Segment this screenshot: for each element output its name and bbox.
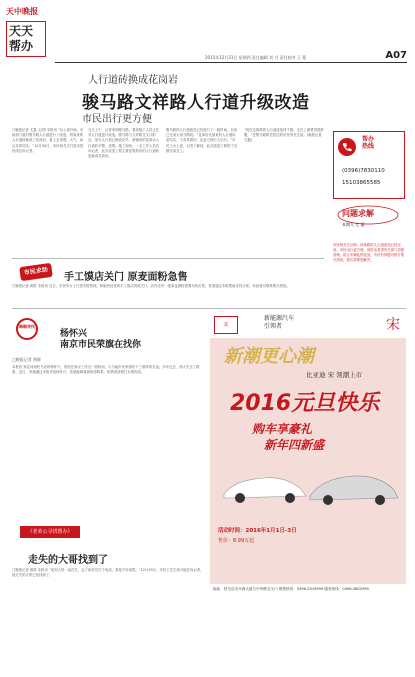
story2-headline: 手工馍店关门 原麦面粉急售 xyxy=(64,272,188,283)
story3-byline: □晚报记者 黄群 xyxy=(12,357,42,362)
ad-brand-logo: 宋 xyxy=(214,316,238,334)
ad-tagline xyxy=(264,315,294,331)
story4-headline: 走失的大哥找到了 xyxy=(28,555,108,566)
story3-body: 本报讯 家住河南驻马店的杨怀兴，曾经在南京工作过一段时间，与当地市民荣旗结下了深厚的友谊。多年过去，两人失去了联系。近日，荣旗通过本报寻找杨怀兴，希望能够重新取得联系。知情者请拨打本报热线。 xyxy=(12,365,200,375)
ad-promo-1: 购车享豪礼 xyxy=(252,422,313,436)
story2-body: □晚报记者 黄群 本报讯 近日，市民朱女士打进本报热线，称她所经营的手工馍店因故关门，店内还有一批原麦面粉需要尽快出售，希望通过本报帮助寻找买家。有意者可联系帮办热线。 xyxy=(12,284,290,288)
hotline-title-2: 热线 xyxy=(362,143,375,150)
story4-body: □晚报记者 黄群 本报讯 “见到大哥一直在忙，忘了给你们打个电话，真是不好意思。”12月29日，市民王先生高兴地告诉记者，他走失的大哥已经找到了。 xyxy=(12,568,204,578)
citizen-help-badge: 市民求助 xyxy=(19,263,53,281)
column-title-1: 天天 xyxy=(9,24,34,38)
ad-tag-1: 新能源汽车 xyxy=(264,315,295,322)
column-title-box xyxy=(6,21,46,57)
ask-title: 问题求解 xyxy=(342,209,374,218)
masthead xyxy=(6,6,46,98)
masthead-logo: 天中晚报 xyxy=(6,6,38,16)
lead-kicker: 人行道砖换成花岗岩 xyxy=(88,75,178,86)
phone-icon xyxy=(338,138,356,156)
lead-column-2: 当天上午，记者来到骏马路，看到施工人员正在对人行道进行改造。骏马路与文祥路交叉口附近，部分人行道已铺设完毕，新铺设的花岗岩人行道砖平整、美观。施工现场，一名工作人员告诉记者，此次改造工程主要是将原有的人行道砖更换成花岗岩。 xyxy=(88,128,160,159)
story3-headline-2: 南京市民荣旗在找你 xyxy=(60,340,142,350)
ad-subline: 比亚迪 宋 领潮上市 xyxy=(306,371,363,379)
divider-2 xyxy=(12,308,406,309)
top-rule xyxy=(55,62,407,63)
reporter-line: 本期人 尤 磊 xyxy=(342,222,365,227)
page-number: A07 xyxy=(385,50,407,61)
ask-bubble xyxy=(332,204,404,234)
ad-price: 售价：8.99万起 xyxy=(218,538,255,544)
hotline-title xyxy=(362,136,374,150)
ad-footer: 地址：驻马店市开源大道与中华路交叉口 销售热线：0396-2919999 服务热线：0396-3802999 xyxy=(210,584,406,622)
ad-brand-name: 宋 xyxy=(386,317,400,333)
ask-note: 市民杨先生反映：该条路的人行道改造已经完成，市民出行更方便，同时也希望有关部门加强管理，防止车辆乱停乱放。市民有问题可拨打帮办热线，我们将帮您解决。 xyxy=(333,243,405,262)
ad-slogan: 新潮更心潮 xyxy=(224,346,314,367)
lead-subhead: 市民出行更方便 xyxy=(82,114,152,125)
lead-headline: 骏马路文祥路人行道升级改造 xyxy=(82,93,310,113)
date-line: 2015年12月31日 星期四 责任编辑 刘 月 责任校对 王 蔓 xyxy=(205,55,307,60)
column-title-2: 帮办 xyxy=(9,39,34,53)
lead-column-1: □晚报记者 尤磊 文/图 本报讯 “从上周开始，市政部门就对骏马路人行道进行了改造，将原来的人行道砖换成了花岗岩，看上去美观、大气，而且非常结实。”12月30日，市民杨先生打进本报热线告诉记者。 xyxy=(12,128,84,153)
hotline-phone-1: (0396)7830110 xyxy=(342,168,385,174)
car-advertisement xyxy=(210,312,406,622)
hotline-phone-2: 15103865585 xyxy=(342,180,381,186)
ad-tag-2: 引领者 xyxy=(264,323,283,330)
lead-column-3: 骏马路的人行道改造已经进行了一段时间，目前已完成大部分路段。“花岗岩比原来的人行道砖更结实，不容易损坏，也更方便行人出行。”市民王女士说。记者了解到，此次改造工程将于近期全部完工。 xyxy=(166,128,238,153)
divider-1 xyxy=(12,258,324,259)
lead-column-4: “现在这段路的人行道改造得不错，走在上面感觉很舒服。”在骏马路附近居住的市民李先生说。(晚报记者 尤磊) xyxy=(244,128,324,143)
hotline-title-1: 帮办 xyxy=(362,136,375,143)
story4-section-bar: 《老弟公寻找帮办》 xyxy=(20,526,80,538)
ad-header xyxy=(210,312,406,338)
ad-promo-2: 新年四新盛 xyxy=(264,438,325,452)
hotline-box xyxy=(333,131,405,199)
ad-event-date: 活动时间：2016年1月1日-3日 xyxy=(218,528,297,534)
ad-new-year: 2016元旦快乐 xyxy=(230,391,380,416)
search-badge: 琳琳寻找 xyxy=(16,318,38,340)
cars-image xyxy=(214,454,402,508)
story3-headline-1: 杨怀兴 xyxy=(60,329,88,339)
